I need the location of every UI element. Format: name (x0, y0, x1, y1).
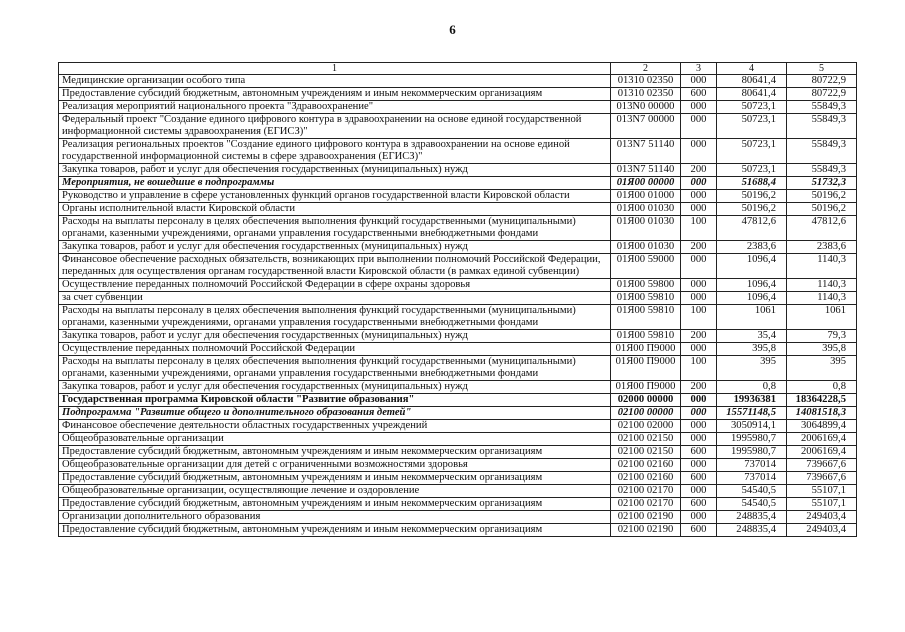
value-col4-cell: 80641,4 (717, 75, 787, 88)
expense-type-cell: 200 (681, 330, 717, 343)
value-col5-cell: 79,3 (787, 330, 857, 343)
item-name-cell: Предоставление субсидий бюджетным, автономным учреждениям и иным некоммерческим организациям (59, 88, 611, 101)
expense-type-cell: 200 (681, 164, 717, 177)
header-cell-2: 2 (611, 63, 681, 75)
value-col4-cell: 50723,1 (717, 164, 787, 177)
table-row (59, 305, 857, 330)
value-col5-cell: 2006169,4 (787, 433, 857, 446)
table-row (59, 241, 857, 254)
item-name-cell: Закупка товаров, работ и услуг для обеспечения государственных (муниципальных) нужд (59, 330, 611, 343)
expense-type-cell: 000 (681, 114, 717, 139)
value-col5-cell: 249403,4 (787, 524, 857, 537)
table-row (59, 524, 857, 537)
value-col4-cell: 248835,4 (717, 524, 787, 537)
item-name-cell: Подпрограмма "Развитие общего и дополнительного образования детей" (59, 407, 611, 420)
table-row (59, 407, 857, 420)
expense-type-cell: 000 (681, 139, 717, 164)
item-name-cell: Предоставление субсидий бюджетным, автономным учреждениям и иным некоммерческим организациям (59, 524, 611, 537)
value-col4-cell: 1096,4 (717, 279, 787, 292)
budget-table (58, 62, 857, 537)
table-row (59, 394, 857, 407)
item-name-cell: Органы исполнительной власти Кировской области (59, 203, 611, 216)
table-row (59, 216, 857, 241)
table-row (59, 381, 857, 394)
value-col4-cell: 395,8 (717, 343, 787, 356)
expense-type-cell: 200 (681, 381, 717, 394)
value-col4-cell: 54540,5 (717, 498, 787, 511)
table-row (59, 75, 857, 88)
value-col4-cell: 50196,2 (717, 190, 787, 203)
value-col4-cell: 47812,6 (717, 216, 787, 241)
expense-type-cell: 000 (681, 459, 717, 472)
value-col4-cell: 395 (717, 356, 787, 381)
code-cell: 01Я00 01030 (611, 216, 681, 241)
value-col5-cell: 739667,6 (787, 472, 857, 485)
code-cell: 01Я00 П9000 (611, 356, 681, 381)
value-col4-cell: 737014 (717, 459, 787, 472)
item-name-cell: Общеобразовательные организации, осуществляющие лечение и оздоровление (59, 485, 611, 498)
item-name-cell: Расходы на выплаты персоналу в целях обеспечения выполнения функций государственными (муниципальными) органами, казенными учреждениями, органами управления государственными внебюджетными фондами (59, 305, 611, 330)
item-name-cell: Общеобразовательные организации (59, 433, 611, 446)
table-row (59, 114, 857, 139)
item-name-cell: Осуществление переданных полномочий Российской Федерации в сфере охраны здоровья (59, 279, 611, 292)
value-col5-cell: 395 (787, 356, 857, 381)
value-col5-cell: 51732,3 (787, 177, 857, 190)
expense-type-cell: 100 (681, 356, 717, 381)
value-col4-cell: 54540,5 (717, 485, 787, 498)
expense-type-cell: 000 (681, 254, 717, 279)
value-col5-cell: 55849,3 (787, 114, 857, 139)
item-name-cell: Расходы на выплаты персоналу в целях обеспечения выполнения функций государственными (муниципальными) органами, казенными учреждениями, органами управления государственными внебюджетными фондами (59, 356, 611, 381)
code-cell: 013N7 00000 (611, 114, 681, 139)
value-col4-cell: 15571148,5 (717, 407, 787, 420)
value-col5-cell: 80722,9 (787, 75, 857, 88)
item-name-cell: Реализация региональных проектов "Создание единого цифрового контура в здравоохранении на основе единой государственной информационной системы в сфере здравоохранения (ЕГИСЗ)" (59, 139, 611, 164)
value-col5-cell: 1140,3 (787, 292, 857, 305)
value-col4-cell: 1096,4 (717, 254, 787, 279)
item-name-cell: Финансовое обеспечение расходных обязательств, возникающих при выполнении полномочий Российской Федерации, переданных для осуществления органам государственной власти Кировской области (в рамках единой субвенции) (59, 254, 611, 279)
table-row (59, 203, 857, 216)
code-cell: 013N0 00000 (611, 101, 681, 114)
code-cell: 01Я00 59810 (611, 305, 681, 330)
code-cell: 01Я00 00000 (611, 177, 681, 190)
item-name-cell: Предоставление субсидий бюджетным, автономным учреждениям и иным некоммерческим организациям (59, 446, 611, 459)
expense-type-cell: 100 (681, 305, 717, 330)
value-col5-cell: 55107,1 (787, 498, 857, 511)
item-name-cell: Расходы на выплаты персоналу в целях обеспечения выполнения функций государственными (муниципальными) органами, казенными учреждениями, органами управления государственными внебюджетными фондами (59, 216, 611, 241)
table-row (59, 446, 857, 459)
value-col5-cell: 1061 (787, 305, 857, 330)
value-col5-cell: 47812,6 (787, 216, 857, 241)
item-name-cell: Руководство и управление в сфере установленных функций органов государственной власти Кировской области (59, 190, 611, 203)
table-body (59, 63, 857, 537)
value-col5-cell: 1140,3 (787, 279, 857, 292)
value-col4-cell: 248835,4 (717, 511, 787, 524)
value-col4-cell: 2383,6 (717, 241, 787, 254)
item-name-cell: Медицинские организации особого типа (59, 75, 611, 88)
table-row (59, 292, 857, 305)
value-col5-cell: 50196,2 (787, 203, 857, 216)
expense-type-cell: 600 (681, 446, 717, 459)
table-row (59, 88, 857, 101)
code-cell: 02100 02150 (611, 433, 681, 446)
code-cell: 01Я00 П9000 (611, 343, 681, 356)
expense-type-cell: 000 (681, 407, 717, 420)
code-cell: 01Я00 01000 (611, 190, 681, 203)
code-cell: 02100 02190 (611, 511, 681, 524)
expense-type-cell: 000 (681, 75, 717, 88)
table-row (59, 356, 857, 381)
item-name-cell: за счет субвенции (59, 292, 611, 305)
item-name-cell: Финансовое обеспечение деятельности областных государственных учреждений (59, 420, 611, 433)
code-cell: 02100 02160 (611, 459, 681, 472)
table-row (59, 511, 857, 524)
value-col4-cell: 80641,4 (717, 88, 787, 101)
code-cell: 01Я00 59810 (611, 330, 681, 343)
header-cell-5: 5 (787, 63, 857, 75)
value-col5-cell: 1140,3 (787, 254, 857, 279)
expense-type-cell: 000 (681, 433, 717, 446)
header-cell-4: 4 (717, 63, 787, 75)
table-row (59, 485, 857, 498)
item-name-cell: Закупка товаров, работ и услуг для обеспечения государственных (муниципальных) нужд (59, 241, 611, 254)
code-cell: 01Я00 59000 (611, 254, 681, 279)
table-row (59, 139, 857, 164)
value-col5-cell: 249403,4 (787, 511, 857, 524)
value-col5-cell: 0,8 (787, 381, 857, 394)
table-row (59, 433, 857, 446)
table-row (59, 420, 857, 433)
value-col5-cell: 3064899,4 (787, 420, 857, 433)
value-col4-cell: 50196,2 (717, 203, 787, 216)
value-col4-cell: 50723,1 (717, 139, 787, 164)
table-row (59, 472, 857, 485)
table-row (59, 177, 857, 190)
expense-type-cell: 000 (681, 485, 717, 498)
expense-type-cell: 200 (681, 241, 717, 254)
value-col4-cell: 1995980,7 (717, 433, 787, 446)
expense-type-cell: 000 (681, 511, 717, 524)
expense-type-cell: 600 (681, 498, 717, 511)
header-cell-3: 3 (681, 63, 717, 75)
value-col4-cell: 0,8 (717, 381, 787, 394)
item-name-cell: Закупка товаров, работ и услуг для обеспечения государственных (муниципальных) нужд (59, 164, 611, 177)
code-cell: 02000 00000 (611, 394, 681, 407)
expense-type-cell: 000 (681, 190, 717, 203)
value-col4-cell: 51688,4 (717, 177, 787, 190)
value-col4-cell: 35,4 (717, 330, 787, 343)
code-cell: 02100 02170 (611, 498, 681, 511)
value-col4-cell: 3050914,1 (717, 420, 787, 433)
table-row (59, 498, 857, 511)
table-row (59, 101, 857, 114)
value-col4-cell: 50723,1 (717, 114, 787, 139)
item-name-cell: Предоставление субсидий бюджетным, автономным учреждениям и иным некоммерческим организациям (59, 498, 611, 511)
code-cell: 013N7 51140 (611, 139, 681, 164)
expense-type-cell: 000 (681, 279, 717, 292)
value-col5-cell: 14081518,3 (787, 407, 857, 420)
expense-type-cell: 000 (681, 203, 717, 216)
expense-type-cell: 000 (681, 292, 717, 305)
header-row (59, 63, 857, 75)
value-col5-cell: 50196,2 (787, 190, 857, 203)
code-cell: 01310 02350 (611, 75, 681, 88)
value-col5-cell: 395,8 (787, 343, 857, 356)
code-cell: 02100 02170 (611, 485, 681, 498)
code-cell: 02100 02000 (611, 420, 681, 433)
item-name-cell: Организации дополнительного образования (59, 511, 611, 524)
expense-type-cell: 000 (681, 420, 717, 433)
code-cell: 01Я00 01030 (611, 241, 681, 254)
expense-type-cell: 600 (681, 88, 717, 101)
item-name-cell: Общеобразовательные организации для детей с ограниченными возможностями здоровья (59, 459, 611, 472)
item-name-cell: Предоставление субсидий бюджетным, автономным учреждениям и иным некоммерческим организациям (59, 472, 611, 485)
item-name-cell: Закупка товаров, работ и услуг для обеспечения государственных (муниципальных) нужд (59, 381, 611, 394)
code-cell: 02100 02160 (611, 472, 681, 485)
value-col5-cell: 55849,3 (787, 164, 857, 177)
expense-type-cell: 100 (681, 216, 717, 241)
item-name-cell: Государственная программа Кировской области "Развитие образования" (59, 394, 611, 407)
expense-type-cell: 000 (681, 177, 717, 190)
item-name-cell: Осуществление переданных полномочий Российской Федерации (59, 343, 611, 356)
table-row (59, 164, 857, 177)
table-row (59, 190, 857, 203)
item-name-cell: Реализация мероприятий национального проекта "Здравоохранение" (59, 101, 611, 114)
code-cell: 02100 00000 (611, 407, 681, 420)
value-col5-cell: 55849,3 (787, 139, 857, 164)
code-cell: 01Я00 П9000 (611, 381, 681, 394)
value-col5-cell: 18364228,5 (787, 394, 857, 407)
expense-type-cell: 000 (681, 343, 717, 356)
expense-type-cell: 600 (681, 524, 717, 537)
table-row (59, 254, 857, 279)
code-cell: 02100 02190 (611, 524, 681, 537)
expense-type-cell: 000 (681, 394, 717, 407)
table-row (59, 459, 857, 472)
item-name-cell: Федеральный проект "Создание единого цифрового контура в здравоохранении на основе единой государственной информационной системы здравоохранения (ЕГИСЗ)" (59, 114, 611, 139)
value-col4-cell: 1061 (717, 305, 787, 330)
value-col5-cell: 80722,9 (787, 88, 857, 101)
value-col5-cell: 2383,6 (787, 241, 857, 254)
value-col5-cell: 739667,6 (787, 459, 857, 472)
value-col4-cell: 50723,1 (717, 101, 787, 114)
expense-type-cell: 000 (681, 101, 717, 114)
expense-type-cell: 600 (681, 472, 717, 485)
value-col4-cell: 19936381 (717, 394, 787, 407)
table-row (59, 343, 857, 356)
item-name-cell: Мероприятия, не вошедшие в подпрограммы (59, 177, 611, 190)
value-col4-cell: 1096,4 (717, 292, 787, 305)
code-cell: 01Я00 59800 (611, 279, 681, 292)
value-col5-cell: 55107,1 (787, 485, 857, 498)
value-col4-cell: 737014 (717, 472, 787, 485)
code-cell: 013N7 51140 (611, 164, 681, 177)
table-row (59, 330, 857, 343)
value-col4-cell: 1995980,7 (717, 446, 787, 459)
code-cell: 01310 02350 (611, 88, 681, 101)
value-col5-cell: 2006169,4 (787, 446, 857, 459)
value-col5-cell: 55849,3 (787, 101, 857, 114)
header-cell-1: 1 (59, 63, 611, 75)
code-cell: 01Я00 01030 (611, 203, 681, 216)
page-number: 6 (449, 22, 456, 37)
code-cell: 01Я00 59810 (611, 292, 681, 305)
table-row (59, 279, 857, 292)
code-cell: 02100 02150 (611, 446, 681, 459)
